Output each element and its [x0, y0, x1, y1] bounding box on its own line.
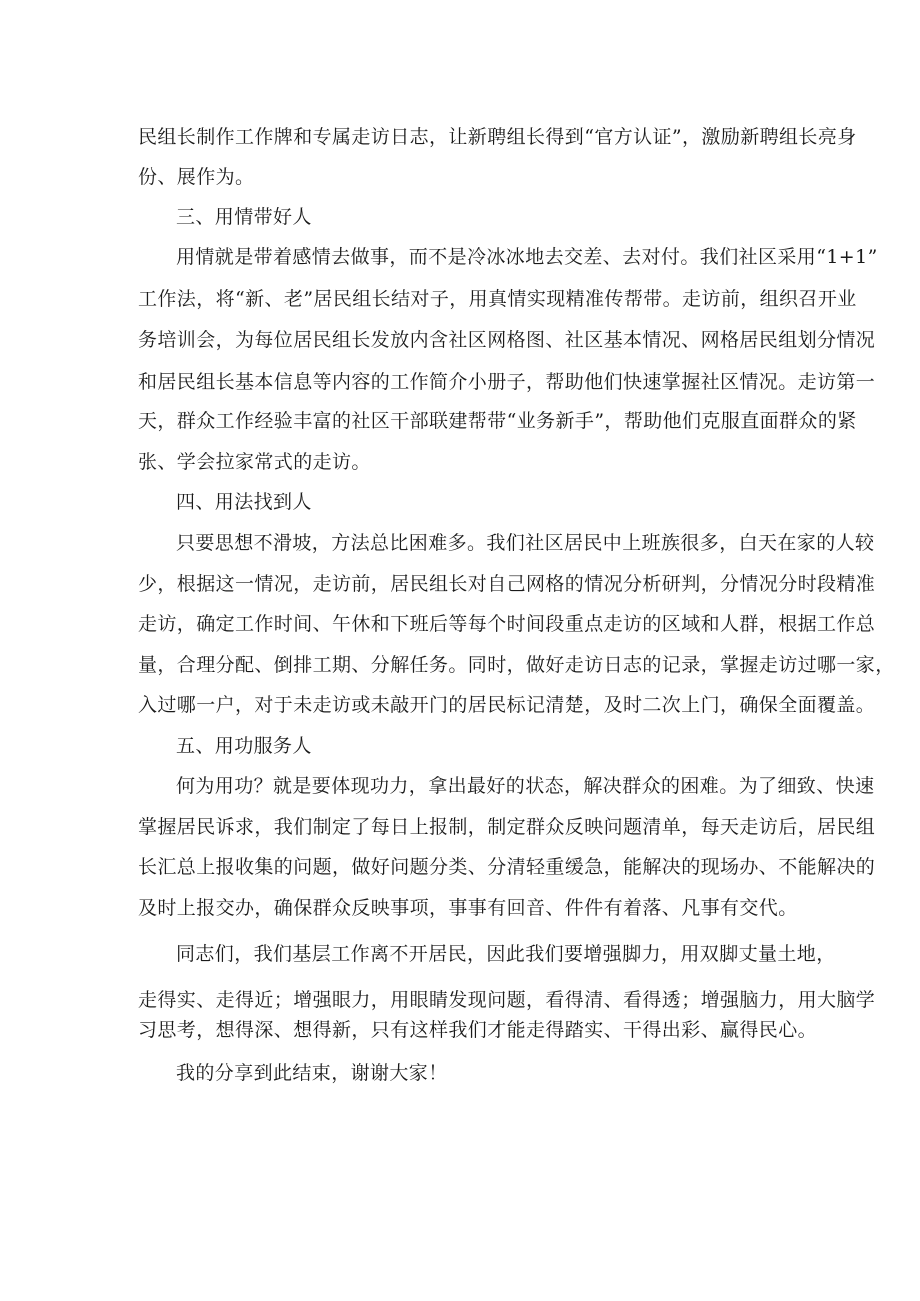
paragraph-line: 务培训会，为每位居民组长发放内含社区网格图、社区基本情况、网格居民组划分情况	[138, 329, 876, 351]
paragraph-line: 掌握居民诉求，我们制定了每日上报制，制定群众反映问题清单，每天走访后，居民组	[138, 816, 876, 838]
paragraph-line: 长汇总上报收集的问题，做好问题分类、分清轻重缓急，能解决的现场办、不能解决的	[138, 856, 876, 878]
paragraph-line: 习思考，想得深、想得新，只有这样我们才能走得踏实、干得出彩、赢得民心。	[138, 1019, 818, 1041]
section-heading: 五、用功服务人	[176, 735, 312, 757]
paragraph-line: 走得实、走得近；增强眼力，用眼睛发现问题，看得清、看得透；增强脑力，用大脑学	[138, 989, 876, 1011]
paragraph-line: 天，群众工作经验丰富的社区干部联建帮带“业务新手”，帮助他们克服直面群众的紧	[138, 410, 857, 432]
paragraph-line: 入过哪一户，对于未走访或未敲开门的居民标记清楚，及时二次上门，确保全面覆盖。	[138, 694, 876, 716]
paragraph-line: 和居民组长基本信息等内容的工作简介小册子，帮助他们快速掌握社区情况。走访第一	[138, 371, 876, 393]
paragraph-line: 少，根据这一情况，走访前，居民组长对自己网格的情况分析研判，分情况分时段精准	[138, 573, 876, 595]
paragraph-line: 张、学会拉家常式的走访。	[138, 451, 371, 473]
paragraph-line: 同志们，我们基层工作离不开居民，因此我们要增强脚力，用双脚丈量土地，	[176, 943, 836, 965]
paragraph-line: 何为用功？就是要体现功力，拿出最好的状态，解决群众的困难。为了细致、快速	[176, 775, 875, 797]
paragraph-line: 及时上报交办，确保群众反映事项，事事有回音、件件有着落、凡事有交代。	[138, 897, 798, 919]
paragraph-line: 民组长制作工作牌和专属走访日志，让新聘组长得到“官方认证”，激励新聘组长亮身	[138, 126, 857, 148]
closing-line: 我的分享到此结束，谢谢大家！	[176, 1062, 448, 1084]
section-heading: 三、用情带好人	[176, 206, 312, 228]
paragraph-line: 用情就是带着感情去做事，而不是冷冰冰地去交差、去对付。我们社区采用“1+1”	[176, 246, 878, 268]
section-heading: 四、用法找到人	[176, 491, 312, 513]
paragraph-line: 走访，确定工作时间、午休和下班后等每个时间段重点走访的区域和人群，根据工作总	[138, 613, 876, 635]
paragraph-line: 份、展作为。	[138, 166, 255, 188]
paragraph-line: 工作法，将“新、老”居民组长结对子，用真情实现精准传帮带。走访前，组织召开业	[138, 288, 857, 310]
paragraph-line: 量，合理分配、倒排工期、分解任务。同时，做好走访日志的记录，掌握走访过哪一家，	[138, 654, 895, 676]
paragraph-line: 只要思想不滑坡，方法总比困难多。我们社区居民中上班族很多，白天在家的人较	[176, 532, 875, 554]
